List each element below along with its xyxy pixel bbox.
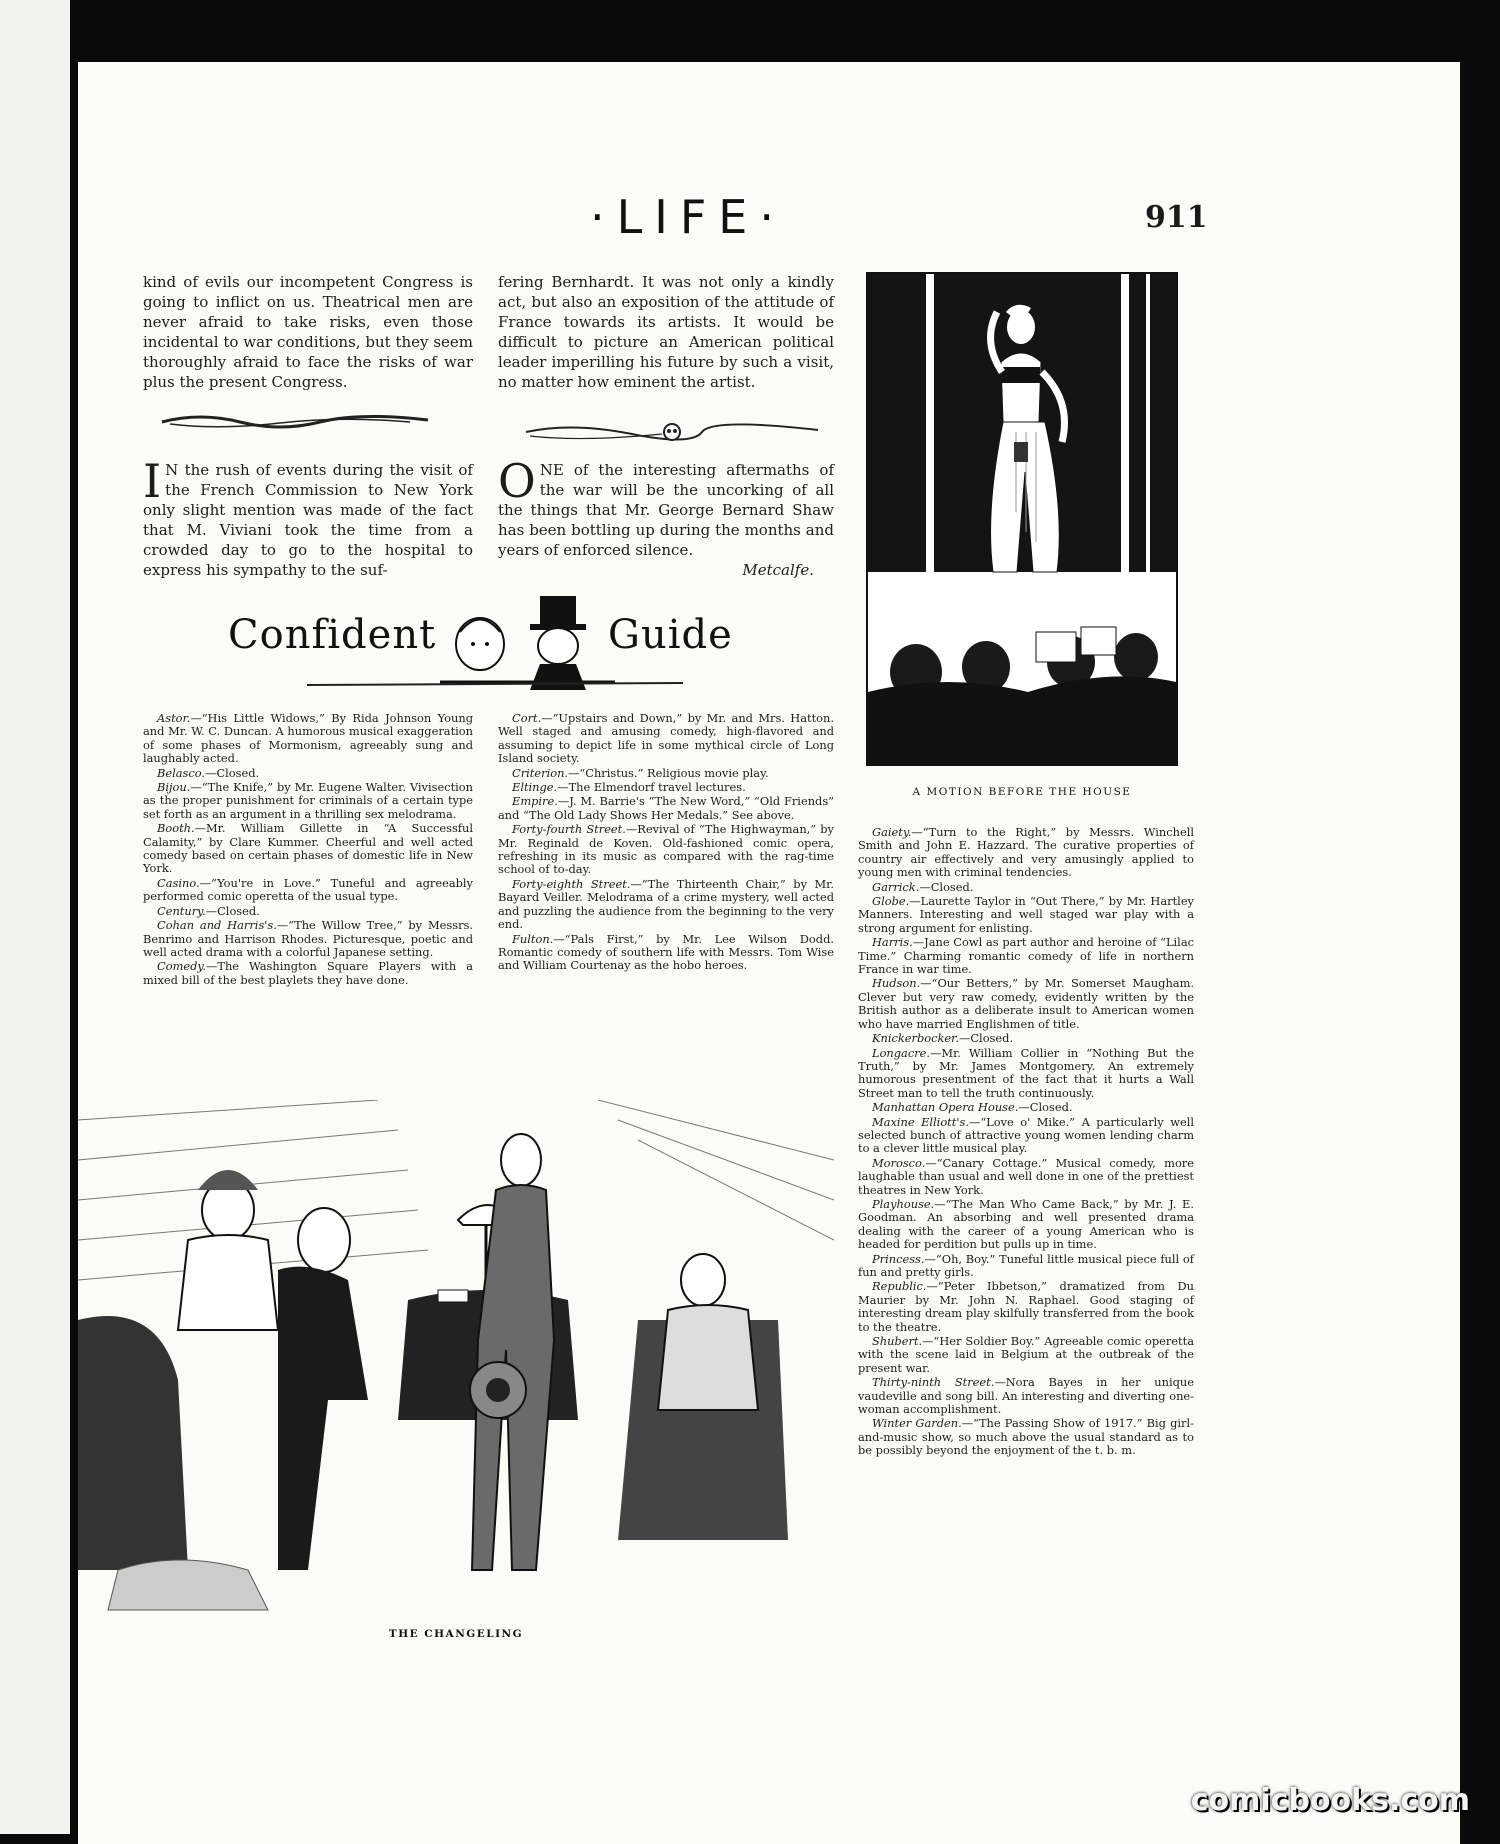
guide-entry-theatre: Booth. bbox=[157, 821, 195, 836]
guide-entry-text: —“Canary Cottage.” Musical comedy, more laughable than usual and well done in one of the prettiest theatres in New York. bbox=[858, 1155, 1194, 1197]
guide-entry bbox=[498, 712, 834, 766]
guide-title-right: Guide bbox=[608, 612, 733, 658]
article-col1-top bbox=[143, 272, 473, 392]
guide-entry-text: —Closed. bbox=[919, 879, 974, 894]
guide-entry-text: —The Elmendorf travel lectures. bbox=[557, 780, 746, 795]
guide-entry bbox=[858, 1157, 1194, 1197]
article-paragraph: kind of evils our incompetent Congress is going to inflict on us. Theatrical men are never afraid to take risks, even those incidental to war conditions, but they seem thoroughly afraid to face the risks of war plus the present Congress. bbox=[143, 273, 473, 391]
drop-cap: I bbox=[143, 454, 162, 508]
guide-entry-theatre: Casino. bbox=[157, 875, 200, 890]
guide-underline bbox=[305, 675, 685, 695]
page-number: 911 bbox=[1145, 200, 1208, 235]
decorative-divider-left bbox=[160, 410, 430, 434]
guide-entry bbox=[498, 781, 834, 794]
guide-entry bbox=[858, 1101, 1194, 1114]
article-paragraph: N the rush of events during the visit of the French Commission to New York only slight mention was made of the fact that M. Viviani took the time from a crowded day to go to the hospital to express his sympathy to the suf- bbox=[143, 461, 473, 579]
guide-entry-theatre: Hudson. bbox=[872, 976, 921, 991]
guide-entry-theatre: Comedy. bbox=[157, 959, 206, 974]
author-signature: Metcalfe. bbox=[742, 561, 814, 579]
guide-column-3 bbox=[858, 826, 1194, 1459]
guide-entry-theatre: Cort. bbox=[512, 711, 542, 725]
guide-entry-theatre: Belasco. bbox=[157, 765, 206, 780]
guide-entry-text: —“Pals First,” by Mr. Lee Wilson Dodd. Romantic comedy of southern life with Messrs. Tom Wise and William Courtenay as the hobo heroes. bbox=[498, 931, 834, 973]
guide-entry-text: —Closed. bbox=[1018, 1100, 1073, 1115]
guide-entry bbox=[143, 960, 473, 987]
guide-entry-text: —Laurette Taylor in “Out There,” by Mr. Hartley Manners. Interesting and well staged war play with a strong argument for enlisting. bbox=[858, 894, 1194, 935]
article-col2-top bbox=[498, 272, 834, 392]
guide-entry bbox=[858, 895, 1194, 935]
guide-entry bbox=[858, 936, 1194, 976]
guide-entry bbox=[858, 1198, 1194, 1252]
guide-entry-theatre: Winter Garden. bbox=[872, 1416, 962, 1431]
guide-entry bbox=[498, 795, 834, 822]
guide-entry bbox=[858, 1335, 1194, 1375]
left-margin-strip bbox=[0, 0, 70, 1834]
guide-entry-theatre: Astor. bbox=[157, 711, 191, 725]
guide-entry-text: —“The Willow Tree,” by Messrs. Benrimo and Harrison Rhodes. Picturesque, poetic and well acted drama with a colorful Japanese setting. bbox=[143, 918, 473, 959]
guide-entry bbox=[858, 881, 1194, 894]
guide-entry bbox=[858, 1032, 1194, 1045]
guide-entry-text: —“Peter Ibbetson,” dramatized from Du Maurier by Mr. John N. Raphael. Good staging of interesting dream play skilfully transferred from the book to the theatre. bbox=[858, 1279, 1194, 1334]
guide-entry-theatre: Longacre. bbox=[872, 1045, 931, 1060]
guide-entry-theatre: Morosco. bbox=[872, 1155, 926, 1170]
guide-entry-text: —Nora Bayes in her unique vaudeville and song bill. An interesting and diverting one-woman accomplishment. bbox=[858, 1375, 1194, 1417]
guide-entry bbox=[858, 1417, 1194, 1457]
article-col1-para2 bbox=[143, 454, 473, 580]
guide-entry-theatre: Century. bbox=[157, 903, 206, 918]
guide-entry bbox=[858, 1280, 1194, 1334]
guide-entry-theatre: Garrick. bbox=[872, 879, 920, 894]
guide-entry bbox=[498, 878, 834, 932]
guide-entry-theatre: Playhouse. bbox=[872, 1196, 935, 1211]
guide-entry-text: —“The Thirteenth Chair,” by Mr. Bayard Veiller. Melodrama of a crime mystery, well acted and puzzling the audience from the beginning to the very end. bbox=[498, 876, 834, 932]
guide-entry-theatre: Thirty-ninth Street. bbox=[872, 1375, 995, 1390]
guide-entry-text: —Closed. bbox=[205, 765, 260, 780]
guide-entry-text: —“You're in Love.” Tuneful and agreeably performed comic operetta of the usual type. bbox=[143, 875, 473, 904]
guide-entry-theatre: Eltinge. bbox=[512, 780, 558, 795]
guide-entry-text: —“Upstairs and Down,” by Mr. and Mrs. Hatton. Well staged and amusing comedy, high-flavored and assuming to depict life in some mythical circle of Long Island society. bbox=[498, 711, 834, 766]
guide-entry-text: —Closed. bbox=[958, 1031, 1014, 1046]
caption-changeling: THE CHANGELING bbox=[388, 1628, 524, 1640]
watermark: comicbooks.com bbox=[1190, 1783, 1470, 1818]
drop-cap: O bbox=[498, 454, 536, 508]
guide-column-2 bbox=[498, 712, 834, 974]
guide-entry bbox=[498, 767, 834, 780]
guide-entry bbox=[858, 1116, 1194, 1156]
guide-entry-theatre: Maxine Elliott's. bbox=[872, 1114, 969, 1129]
dancer-illustration bbox=[866, 272, 1178, 766]
guide-entry-text: —“His Little Widows,” By Rida Johnson Young and Mr. W. C. Duncan. A humorous musical exaggeration of some phases of Mormonism, agreeably sung and laughably acted. bbox=[143, 711, 473, 766]
guide-entry-theatre: Gaiety. bbox=[872, 825, 912, 839]
guide-entry bbox=[858, 1253, 1194, 1280]
guide-entry-text: —“Christus.” Religious movie play. bbox=[568, 765, 769, 780]
decorative-divider-skull bbox=[522, 418, 822, 448]
guide-entry-text: —“The Passing Show of 1917.” Big girl-and-music show, so much above the usual standard as to be possibly beyond the enjoyment of the t. b. m. bbox=[858, 1416, 1194, 1458]
guide-entry-text: —“The Man Who Came Back,” by Mr. J. E. Goodman. An absorbing and well presented drama dealing with the career of a young American who is headed for perdition but pulls up in time. bbox=[858, 1196, 1194, 1252]
guide-title-left: Confident bbox=[228, 612, 437, 658]
article-paragraph: NE of the interesting aftermaths of the war will be the uncorking of all the things that Mr. George Bernard Shaw has been bottling up during the months and years of enforced silence. bbox=[498, 461, 834, 559]
article-col2-para2 bbox=[498, 454, 834, 580]
guide-entry-text: —“Our Betters,” by Mr. Somerset Maugham. Clever but very raw comedy, evidently written by the British author as a deliberate insult to American women who have married Englishmen of title. bbox=[858, 976, 1194, 1031]
guide-column-1 bbox=[143, 712, 473, 988]
changeling-illustration bbox=[78, 1100, 834, 1620]
guide-entry-theatre: Manhattan Opera House. bbox=[872, 1100, 1019, 1115]
guide-entry bbox=[143, 767, 473, 780]
guide-entry bbox=[858, 826, 1194, 880]
guide-entry bbox=[143, 877, 473, 904]
guide-entry bbox=[498, 933, 834, 973]
guide-entry-theatre: Criterion. bbox=[512, 765, 569, 780]
guide-entry-text: —Revival of “The Highwayman,” by Mr. Reginald de Koven. Old-fashioned comic opera, refreshing in its music as compared with the rag-time school of to-day. bbox=[498, 822, 834, 877]
guide-entry-theatre: Fulton. bbox=[512, 931, 554, 946]
guide-entry-theatre: Princess. bbox=[872, 1251, 925, 1266]
guide-entry-text: —“Turn to the Right,” by Messrs. Winchell Smith and John E. Hazzard. The curative properties of country air effectively and very amusingly applied to young men with criminal tendencies. bbox=[858, 825, 1194, 880]
guide-entry-text: —Mr. William Gillette in “A Successful Calamity,” by Clare Kummer. Cheerful and well acted comedy based on certain phases of domestic life in New York. bbox=[143, 821, 473, 876]
guide-entry bbox=[143, 822, 473, 876]
guide-entry bbox=[858, 1047, 1194, 1101]
guide-entry bbox=[858, 977, 1194, 1031]
guide-entry-theatre: Knickerbocker. bbox=[872, 1031, 959, 1046]
guide-entry-text: —J. M. Barrie's “The New Word,” “Old Friends” and “The Old Lady Shows Her Medals.” See above. bbox=[498, 794, 834, 822]
caption-dancer: A MOTION BEFORE THE HOUSE bbox=[912, 786, 1132, 798]
guide-entry-theatre: Globe. bbox=[872, 894, 910, 909]
guide-entry-theatre: Shubert. bbox=[872, 1334, 923, 1349]
guide-entry-theatre: Empire. bbox=[512, 794, 558, 809]
article-paragraph: fering Bernhardt. It was not only a kindly act, but also an exposition of the attitude of France towards its artists. It would be difficult to picture an American political leader imperilling his future by such a visit, no matter how eminent the artist. bbox=[498, 273, 834, 391]
masthead-title: ·LIFE· bbox=[590, 190, 786, 244]
guide-entry-theatre: Bijou. bbox=[157, 780, 191, 795]
guide-entry-text: —“Love o' Mike.” A particularly well selected bunch of attractive young women lending charm to a clever little musical play. bbox=[858, 1114, 1194, 1156]
guide-entry-theatre: Republic. bbox=[872, 1279, 927, 1294]
guide-entry-text: —“Oh, Boy.” Tuneful little musical piece full of fun and pretty girls. bbox=[858, 1251, 1194, 1279]
guide-entry-text: —Closed. bbox=[205, 903, 260, 918]
guide-entry-text: —Jane Cowl as part author and heroine of “Lilac Time.” Charming romantic comedy of life in northern France in war time. bbox=[858, 935, 1194, 977]
guide-entry bbox=[143, 781, 473, 821]
guide-entry-text: —“The Knife,” by Mr. Eugene Walter. Vivisection as the proper punishment for criminals of a certain type set forth as an argument in a thrilling sex melodrama. bbox=[143, 780, 473, 821]
guide-entry-text: —Mr. William Collier in “Nothing But the Truth,” by Mr. James Montgomery. An extremely humorous presentment of the fact that it hurts a Wall Street man to tell the truth continuously. bbox=[858, 1045, 1194, 1100]
guide-entry bbox=[858, 1376, 1194, 1416]
guide-entry-theatre: Forty-eighth Street. bbox=[512, 876, 631, 891]
guide-entry-theatre: Cohan and Harris's. bbox=[157, 918, 277, 933]
guide-entry bbox=[143, 712, 473, 766]
guide-entry bbox=[498, 823, 834, 877]
guide-entry bbox=[143, 905, 473, 918]
guide-entry bbox=[143, 919, 473, 959]
guide-entry-theatre: Harris. bbox=[872, 935, 913, 950]
guide-entry-text: —“Her Soldier Boy.” Agreeable comic operetta with the scene laid in Belgium at the outbreak of the present war. bbox=[858, 1334, 1194, 1375]
guide-entry-theatre: Forty-fourth Street. bbox=[512, 822, 626, 837]
guide-entry-text: —The Washington Square Players with a mixed bill of the best playlets they have done. bbox=[143, 959, 473, 987]
